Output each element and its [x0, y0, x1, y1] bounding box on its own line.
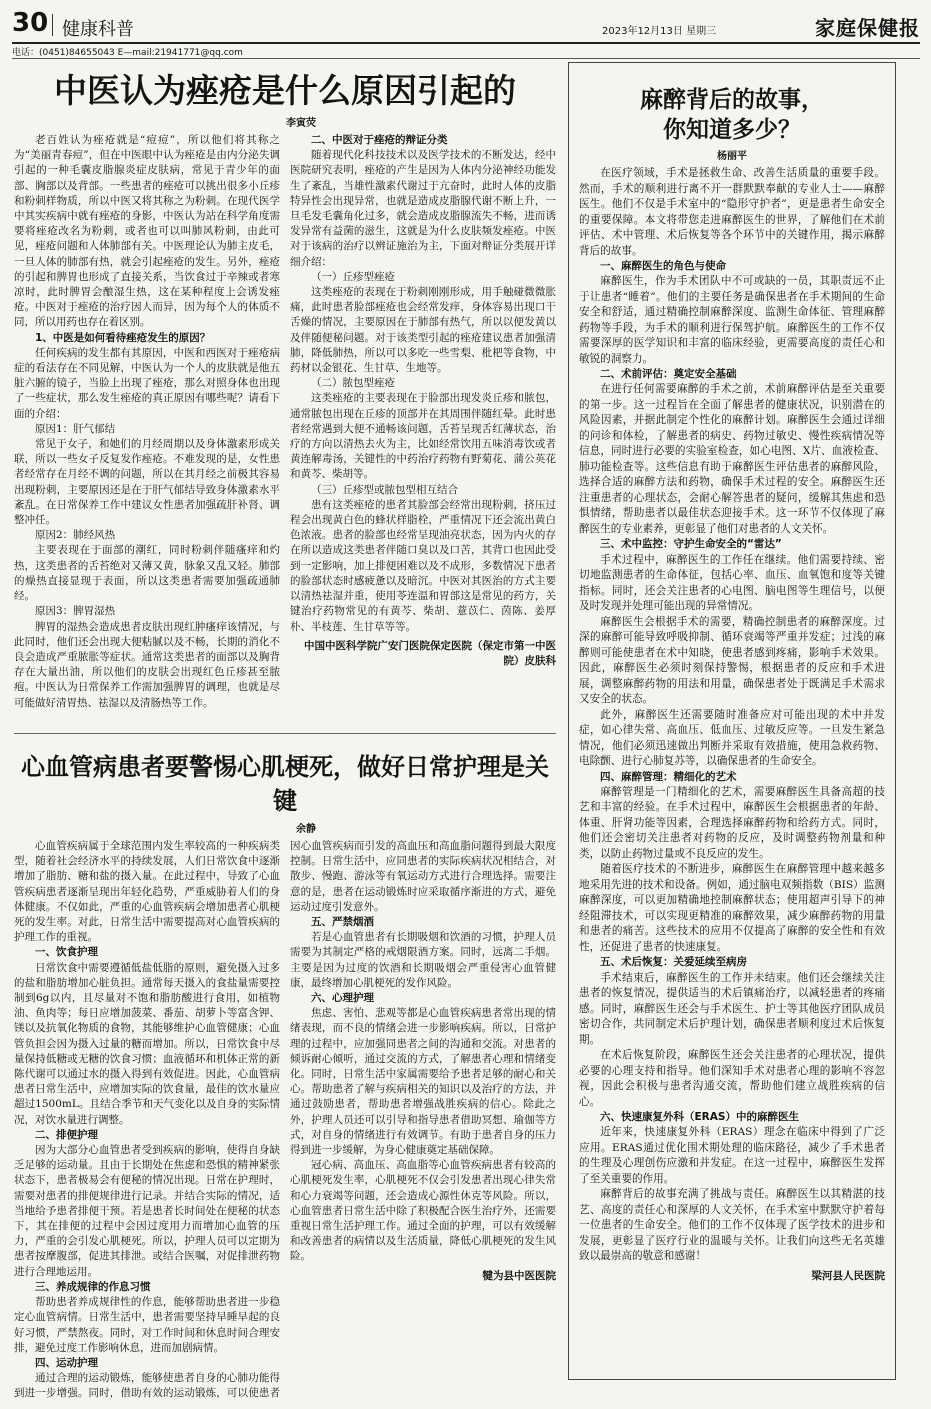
contact-line: 电话：(0451)84655043 E—mail:21941771@qq.com	[12, 48, 243, 58]
paragraph: 在医疗领域，手术是拯救生命、改善生活质量的重要手段。然而，手术的顺利进行离不开一群默默奉献的专业人士——麻醉医生。他们不仅是手术室中的“隐形守护者”，更是患者生命安全的重要保障。本文将带您走进麻醉医生的世界，了解他们在术前评估、术中管理、术后恢复等各个环节中的关键作用，揭示麻醉背后的故事。	[579, 167, 885, 257]
section-heading: 1、中医是如何看待痤疮发生的原因？	[35, 331, 211, 344]
article-heart	[14, 738, 556, 1400]
article-divider	[14, 733, 556, 734]
paragraph: 任何疾病的发生都有其原因，中医和西医对于痤疮病症的看法存在不同见解，中医认为一个人的皮肤就是他五脏六腑的镜子，当脸上出现了痤疮，那么对照身体也出现了一些症状，那么发生痤疮的真正原因有哪些呢？请看下面的介绍：	[14, 346, 280, 420]
subsection-heading: 原因1：肝气郁结	[35, 422, 116, 435]
subsection-heading: 原因2：肺经风热	[35, 529, 116, 542]
paragraph: 患有这类痤疮的患者其脸部会经常出现粉刺，挤压过程会出现黄白色的蜂状样脂栓，严重情况下还会流出黄白色浓液。患者的脸部也经常呈现油亮状态，因为内火的存在所以造成这类患者伴随口臭以及口苦，其背口也因此受到一定影响，加上排便困难以及不成形，多数情况下患者的脸部状态时感疲惫以及暗沉。中医对其医治的方式主要以清热祛湿并重，使用苓连温和胃部这是常见的药方，关键治疗药物常见的有黄芩、柴胡、薏苡仁、茵陈、姜厚朴、半枝莲、生甘草等等。	[290, 498, 556, 633]
section-heading: 四、麻醉管理：精细化的艺术	[600, 770, 737, 783]
paragraph: 脾胃的湿热会造成患者皮肤出现红肿瘙痒该情况，与此同时，他们还会出现大便粘腻以及不畅，长期的消化不良会造成严重脓胀等症状。通常这类患者的面部以及胸背存在大量出油，所以他们的皮肤会出现红色丘疹甚至脓疱。中医认为日常保养工作需加强脾胃的调理，也就是尽可能做好清胃热、祛湿以及清肠热等工作。	[14, 620, 280, 709]
section-heading: 五、术后恢复：关爱延续至病房	[600, 956, 747, 969]
section-heading: 一、饮食护理	[35, 946, 98, 959]
paragraph: 此外，麻醉医生还需要随时准备应对可能出现的术中并发症，如心律失常、高血压、低血压、过敏反应等。一旦发生紧急情况，他们必须迅速做出判断并采取有效措施，使用急救药物、电除颤、进行心肺复苏等，以确保患者的生命安全。	[579, 708, 885, 768]
paragraph: 麻醉背后的故事充满了挑战与责任。麻醉医生以其精湛的技艺、高度的责任心和深厚的人文关怀，在手术室中默默守护着每一位患者的生命安全。他们的工作不仅体现了医学技术的进步和发展，更彰显了医疗行业的温暖与关怀。让我们向这些无名英雄致以最崇高的敬意和感谢！	[579, 1188, 885, 1263]
paragraph: 若是心血管患者有长期吸烟和饮酒的习惯，护理人员需要为其制定严格的戒烟限酒方案。同时，远离二手烟。主要是因为过度的饮酒和长期吸烟会严重侵害心血管健康，最终增加心肌梗死的发作风险。	[290, 931, 556, 989]
section-heading: 三、术中监控：守护生命安全的“雷达”	[600, 538, 782, 551]
article-body	[579, 166, 885, 1336]
subsection-heading: （一）丘疹型痤疮	[311, 270, 395, 283]
paragraph: 日常饮食中需要遵循低盐低脂的原则，避免摄入过多的盐和脂肪增加心脏负担。通常每天摄入的食盐量需要控制到6g以内，且尽量对不饱和脂肪酸进行食用，如植物油、鱼肉等；每日应增加菠菜、番茄、胡萝卜等富含钾、镁以及抗氧化物质的食物，其能够维护心血管健康；心血管负担会因为摄入过量的糖而增加。所以，日常饮食中尽量保持低糖或无糖的饮食习惯；血液循环和机体正常的新陈代谢可以通过水的摄入得到有效促进。因此，心血管病患者日常生活中，应增加实际的饮食量，最佳的饮水量应超过1500mL。且结合季节和天气变化以及自身的实际情况，对饮水量进行调整。	[14, 961, 280, 1126]
headline-line-1: 麻醉背后的故事，	[640, 86, 824, 113]
byline-anesthesia: 杨丽平	[717, 151, 747, 162]
headline-line-2: 你知道多少？	[663, 116, 801, 143]
paragraph: 这类痤疮的主要表现在于脸部出现发炎丘疹和脓包，通常脓包出现在丘疹的顶部并在其周围伴随红晕。此时患者经常遇到大便不通畅该问题，舌苔呈现舌红薄状态，治疗的方向以清热去火为主，比如经常饮用五味消毒饮或者黄连解毒汤，关键性的中药治疗药物有野菊花、蒲公英花和黄芩、柴胡等。	[290, 392, 556, 481]
paragraph: 冠心病、高血压、高血脂等心血管疾病患者有较高的心肌梗死发生率，心肌梗死不仅会引发患者出现心律失常和心力衰竭等问题，还会造成心源性休克等风险。所以，心血管患者日常生活中除了积极配合医生治疗外，还需要重视日常生活护理工作。通过全面的护理，可以有效缓解和改善患者的病情以及生活质量，降低心肌梗死的发生风险。	[290, 1159, 556, 1263]
paragraph: 因为大部分心血管患者受到疾病的影响，使得自身缺乏足够的运动量。且由于长期处在焦虑和恐惧的精神紧张状态下，患者极易会有便秘的情况出现。日常在护理时，需要对患者的排便规律进行记录。并结合实际的情况，适当地给予患者排便干预。若是患者长时间处在便秘的状态下，其在排便的过程中会因过度用力而增加心血管的压力，严重的会引发心肌梗死。所以，护理人员可以定期为患者按摩腹部，促进其排泄。或结合医嘱，对促排泄药物进行合理地运用。	[14, 1144, 280, 1278]
paragraph: 麻醉医生，作为手术团队中不可或缺的一员，其职责远不止于让患者“睡着”。他们的主要任务是确保患者在手术期间的生命安全和舒适，通过精确控制麻醉深度、监测生命体征、管理麻醉药物等手段，为手术的顺利进行保驾护航。麻醉医生的工作不仅需要深厚的医学知识和丰富的临床经验，更需要高度的责任心和敏锐的洞察力。	[579, 275, 885, 365]
paragraph: 帮助患者养成规律性的作息，能够帮助患者进一步稳定心血管病情。日常生活中，患者需要坚持早睡早起的良好习惯，严禁熬夜。同时，对工作时间和休息时间合理安排，避免过度工作影响休息，进而加剧病情。	[14, 1296, 280, 1354]
paragraph: 手术过程中，麻醉医生的工作任在继续。他们需要持续、密切地监测患者的生命体征，包括心率、血压、血氧饱和度等关键指标。同时，还会关注患者的心电图、脑电图等生理信号，以便及时发现并处理可能出现的异常情况。	[579, 553, 885, 613]
section-heading: 六、心理护理	[311, 992, 374, 1005]
paragraph: 通过合理的运动锻炼，能够使患者自身的心肺功能得到进一步增强。同时，借助有效的运动锻炼，可以使患者因心血管疾病而引发的高血压和高血脂问题得到最大限度控制。日常生活中，应同患者的实际疾病状况相结合，对散步、慢跑、游泳等有氧运动方式进行合理选择。需要注意的是，患者在运动锻炼时应采取循序渐进的方式，避免运动过度引发意外。	[14, 840, 556, 1400]
paragraph: 在术后恢复阶段，麻醉医生还会关注患者的心理状况，提供必要的心理支持和指导。他们深知手术对患者心理的影响不容忽视，因此会积极与患者沟通交流，帮助他们建立战胜疾病的信心。	[579, 1049, 885, 1108]
section-heading: 一、麻醉医生的角色与使命	[600, 260, 726, 272]
section-heading: 三、养成规律的作息习惯	[35, 1280, 151, 1293]
section-heading: 二、中医对于痤疮的辩证分类	[311, 134, 448, 146]
paragraph: 焦虑、害怕、悲观等都是心血管疾病患者常出现的情绪表现，而不良的情绪会进一步影响疾病。所以，日常护理的过程中，应加强同患者之间的沟通和交流。对患者的倾诉耐心倾听，通过交流的方式，了解患者心理和情绪变化。同时，日常生活中家属需要给予患者足够的耐心和关心。帮助患者了解与疾病相关的知识以及治疗的方法，并通过鼓励患者，帮助患者增强战胜疾病的信心。除此之外，护理人员还可以引导和指导患者借助冥想、瑜伽等方式，对自身的情绪进行有效调节。有助于患者自身的压力得到进一步缓解，为身心健康奠定基础保障。	[290, 1007, 556, 1157]
subsection-heading: （三）丘疹型或脓包型相互结合	[311, 483, 458, 496]
section-heading: 二、术前评估：奠定安全基础	[600, 368, 737, 381]
paragraph: 这类痤疮的表现在于粉刺刚刚形成，用手触碰微微胀痛，此时患者脸部痤疮也会经常发痒，身体容易出现口干舌燥的情况，主要原因在于肺部有热气，所以以便发黄以及伴随便秘问题。对于该类型引起的痤疮建议患者加强清肺，降低肺热，所以可以多吃一些雪梨、枇杷等食物，中药材以金银花、生甘草、生地等。	[290, 286, 556, 375]
paragraph: 常见于女子，和她们的月经周期以及身体激素形成关联，所以一些女子反复发作痤疮。不难发现的是，女性患者经常存在月经不调的问题，所以在其月经之前极其容易出现粉刺，主要原因还是在于肝气郁结导致身体激素水平紊乱。在日常保养工作中建议女性患者加强疏肝补肾、调整冲任。	[14, 438, 280, 527]
subsection-heading: 原因3：脾胃湿热	[35, 605, 116, 618]
masthead	[12, 6, 920, 44]
article-body	[14, 839, 556, 1409]
paragraph: 随着现代化科技技术以及医学技术的不断发达，经中医院研究表明，痤疮的产生是因为人体内分泌神经功能发生了紊乱，当雄性激素代谢过于亢奋时，此时人体的皮脂特异性会出现异常，也就是造成皮脂腺代谢不断上升，一旦毛发毛囊角化过多，就会造成皮脂腺流失不畅，进而诱发异常有益菌的滋生，这就是为什么皮肤频发痤疮。中医对于该病的治疗以辨证施治为主，下面对辩证分类展开详细介绍：	[290, 149, 556, 268]
article-source: 犍为县中医医院	[482, 1269, 556, 1282]
byline-heart: 余静	[296, 824, 316, 835]
paragraph: 心血管疾病属于全球范围内发生率较高的一种疾病类型，随着社会经济水平的持续发展，人们日常饮食中逐渐增加了脂肪、糖和盐的摄入量。在此过程中，导致了心血管疾病患者逐渐呈现出年轻化趋势，严重威胁着人们的身体健康。不仅如此，严重的心血管疾病会增加患者心肌梗死的发生率。对此，日常生活中需要提高对心血管疾病的护理工作的重视。	[14, 840, 280, 944]
paragraph: 手术结束后，麻醉医生的工作并未结束。他们还会继续关注患者的恢复情况，提供适当的术后镇痛治疗，以减轻患者的疼痛感。同时，麻醉医生还会与手术医生、护士等其他医疗团队成员密切合作，共同制定术后护理计划，确保患者顺利度过术后恢复期。	[579, 971, 885, 1046]
paragraph: 主要表现在于面部的潮红，同时粉刺伴随瘙痒和灼热，这类患者的舌苔绝对又薄又黄，脉象又乱又轻。肺部的燥热直接显现于表面，所以这类患者需要加强疏通肺经。	[14, 544, 280, 603]
header-rule	[12, 58, 920, 59]
section-heading: 四、运动护理	[35, 1356, 98, 1369]
page-number: 30	[12, 8, 49, 38]
paragraph: 老百姓认为痤疮就是“痘痘”，所以他们将其称之为“美丽青春痘”，但在中医眼中认为痤疮是由内分泌失调引起的一种毛囊皮脂腺炎症皮肤病，常见于青少年的面部、胸部以及背部。一些患者的痤疮可以挑出很多小丘疹和粉刺样物质，所以中医又将其称之为粉刺。在现代医学中其实疾病中就有痤疮的身影，中医认为站在科学角度需要将痤疮改名为粉刺，或者也可以叫肺风粉刺，由此可见，痤疮问题和人体肺部有关。中医理论认为肺主皮毛，一旦人体的肺部有热，就会引起痤疮的发生。另外，痤疮的引起和脾胃也形成了直接关系，当饮食过于辛辣或者寒凉时，此时脾胃会酿湿生热，这在某种程度上会诱发痤疮。中医对于痤疮的治疗因人而异，因为每个人的体质不同，所以用药也存在着区别。	[14, 134, 280, 329]
paragraph: 麻醉医生会根据手术的需要，精确控制患者的麻醉深度。过深的麻醉可能导致呼吸抑制、循环衰竭等严重并发症；过浅的麻醉则可能使患者在术中知晓，使患者感到疼痛，影响手术效果。因此，麻醉医生必须时刻保持警惕，根据患者的反应和手术进展，调整麻醉药物的用法和用量，确保患者处于既满足手术需求又安全的状态。	[579, 615, 885, 706]
paragraph: 在进行任何需要麻醉的手术之前，术前麻醉评估是至关重要的第一步。这一过程旨在全面了解患者的健康状况，识别潜在的风险因素，并据此制定个性化的麻醉计划。麻醉医生会通过详细的问诊和体检，了解患者的病史、药物过敏史、慢性疾病情况等信息，同时进行必要的实验室检查，如心电图、X片、血液检查、肺功能检查等。这些信息有助于麻醉医生评估患者的麻醉风险，选择合适的麻醉方法和药物，确保手术过程的安全。麻醉医生还注重患者的心理状态，会耐心解答患者的疑问，缓解其焦虑和恐惧情绪，帮助患者以最佳状态迎接手术。这一环节不仅体现了麻醉医生的专业素养，更彰显了他们对患者的人文关怀。	[579, 383, 885, 535]
section-heading: 六、快速康复外科（ERAS）中的麻醉医生	[600, 1111, 799, 1124]
section-name: 健康科普	[62, 19, 134, 40]
masthead-divider	[52, 14, 53, 36]
article-anesthesia	[568, 62, 896, 1380]
headline-acne: 中医认为痤疮是什么原因引起的	[54, 71, 516, 110]
article-body	[14, 133, 556, 711]
issue-date: 2023年12月13日 星期三	[602, 26, 717, 37]
paragraph: 近年来，快速康复外科（ERAS）理念在临床中得到了广泛应用。ERAS通过优化围术期处理的临床路径，减少了手术患者的生理及心理创伤应激和并发症。在这一过程中，麻醉医生发挥了至关重要的作用。	[579, 1126, 885, 1185]
article-source: 中国中医科学院广安门医院保定医院（保定市第一中医院）皮肤科	[304, 639, 556, 667]
paper-name: 家庭保健报	[815, 16, 920, 40]
paragraph: 随着医疗技术的不断进步，麻醉医生在麻醉管理中越来越多地采用先进的技术和设备。例如，通过脑电双频指数（BIS）监测麻醉深度，可以更加精确地控制麻醉状态；使用超声引导下的神经阻滞技术，可以实现更精准的麻醉效果，减少麻醉药物的用量和患者的痛苦。这些技术的应用不仅提高了麻醉的安全性和有效性，还促进了患者的快速康复。	[579, 863, 885, 953]
paragraph: 麻醉管理是一门精细化的艺术，需要麻醉医生具备高超的技艺和丰富的经验。在手术过程中，麻醉医生会根据患者的年龄、体重、肝肾功能等因素，合理选择麻醉药物和给药方式。同时，他们还会密切关注患者对药物的反应，及时调整药物剂量和种类，以防止药物过量或不良反应的发生。	[579, 785, 885, 860]
headline-anesthesia	[579, 85, 885, 145]
byline-acne: 李寅荧	[286, 118, 316, 129]
article-source: 梁河县人民医院	[811, 1269, 885, 1282]
headline-heart: 心血管病患者要警惕心肌梗死，做好日常护理是关键	[21, 752, 549, 815]
section-heading: 五、严禁烟酒	[311, 916, 374, 929]
subsection-heading: （二）脓包型痤疮	[311, 377, 395, 390]
section-heading: 二、排便护理	[35, 1128, 98, 1141]
article-acne	[14, 62, 556, 730]
